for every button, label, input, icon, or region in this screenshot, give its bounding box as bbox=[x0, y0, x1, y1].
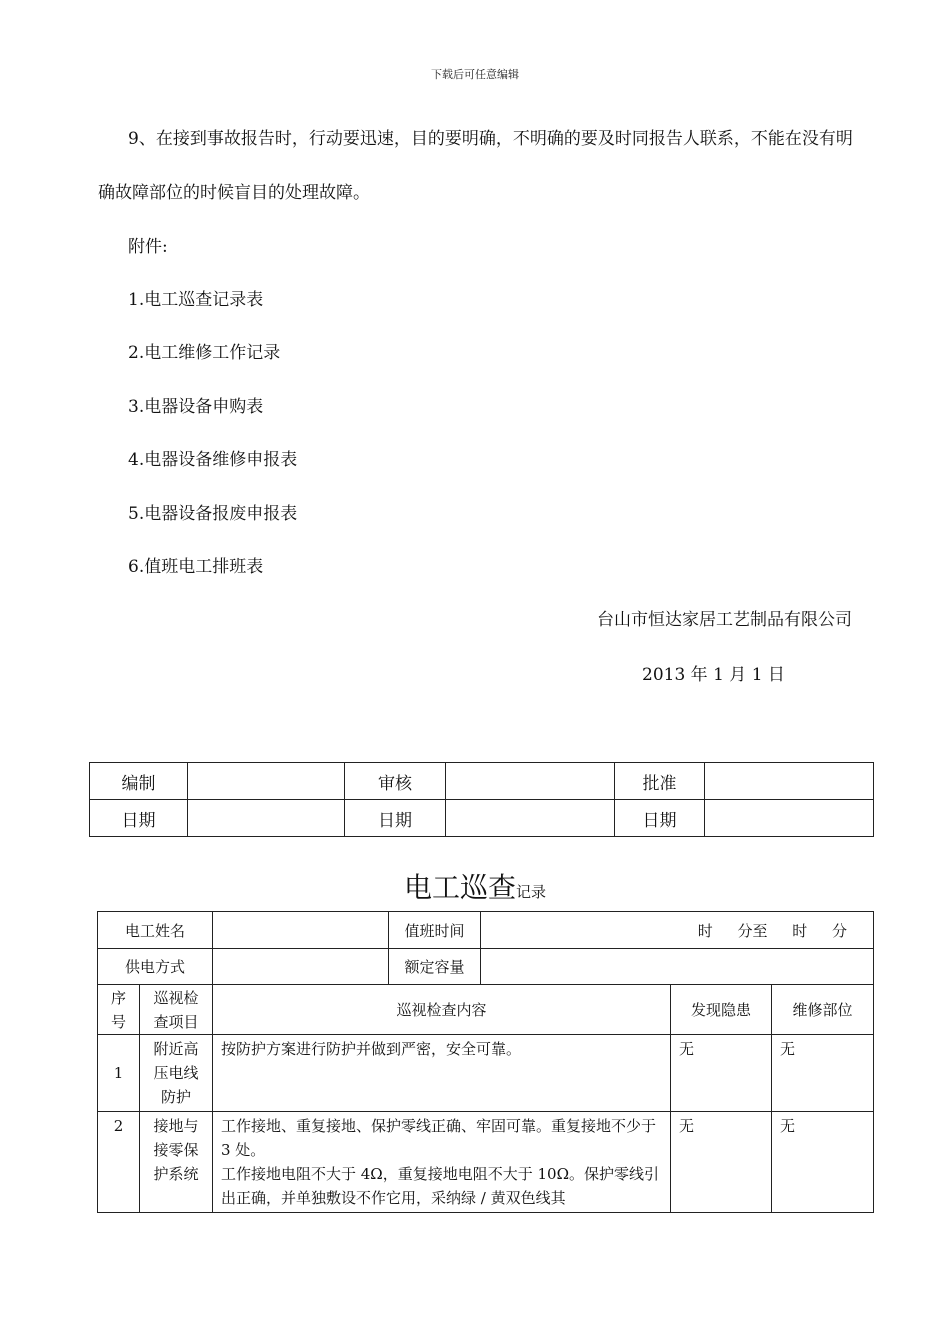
compile-date-label: 日期 bbox=[90, 800, 188, 837]
col-header-repair: 维修部位 bbox=[772, 985, 874, 1035]
attachment-item: 5.电器设备报废申报表 bbox=[128, 504, 298, 524]
row-content-line: 工作接地、重复接地、保护零线正确、牢固可靠。重复接地不少于 3 处。 bbox=[221, 1117, 657, 1159]
row-hazard[interactable]: 无 bbox=[671, 1035, 772, 1112]
document-date: 2013 年 1 月 1 日 bbox=[642, 665, 785, 685]
attachment-item: 2.电工维修工作记录 bbox=[128, 343, 281, 363]
row-seq: 2 bbox=[98, 1112, 140, 1213]
attachment-item: 6.值班电工排班表 bbox=[128, 557, 264, 577]
col-header-hazard: 发现隐患 bbox=[671, 985, 772, 1035]
table-row bbox=[98, 1112, 874, 1213]
row-repair[interactable]: 无 bbox=[772, 1035, 874, 1112]
compile-label: 编制 bbox=[90, 763, 188, 800]
electrician-name-label: 电工姓名 bbox=[98, 912, 213, 949]
rated-capacity-value[interactable] bbox=[481, 949, 874, 985]
patrol-record-table bbox=[97, 911, 874, 1213]
attachment-item: 4.电器设备维修申报表 bbox=[128, 450, 298, 470]
compile-value[interactable] bbox=[188, 763, 345, 800]
power-supply-label: 供电方式 bbox=[98, 949, 213, 985]
attachment-item: 3.电器设备申购表 bbox=[128, 397, 264, 417]
col-header-content: 巡视检查内容 bbox=[213, 985, 671, 1035]
paragraph-9: 9、在接到事故报告时，行动要迅速，目的要明确，不明确的要及时同报告人联系，不能在没有明确故障部位的时候盲目的处理故障。 bbox=[98, 129, 853, 203]
rated-capacity-label: 额定容量 bbox=[389, 949, 481, 985]
attachments-label: 附件: bbox=[128, 237, 168, 257]
record-title bbox=[0, 866, 950, 906]
row-seq: 1 bbox=[98, 1035, 140, 1112]
approve-date-label: 日期 bbox=[615, 800, 705, 837]
attachment-item: 1.电工巡查记录表 bbox=[128, 290, 264, 310]
record-title-suffix: 记录 bbox=[516, 883, 547, 901]
col-header-seq: 序号 bbox=[98, 985, 140, 1035]
row-repair[interactable]: 无 bbox=[772, 1112, 874, 1213]
row-hazard[interactable]: 无 bbox=[671, 1112, 772, 1213]
row-content bbox=[213, 1112, 671, 1213]
review-label: 审核 bbox=[345, 763, 446, 800]
row-item: 附近高压电线防护 bbox=[140, 1035, 213, 1112]
review-date-value[interactable] bbox=[446, 800, 615, 837]
duty-time-label: 值班时间 bbox=[389, 912, 481, 949]
col-header-item: 巡视检查项目 bbox=[140, 985, 213, 1035]
approve-label: 批准 bbox=[615, 763, 705, 800]
row-item: 接地与接零保护系统 bbox=[140, 1112, 213, 1213]
review-date-label: 日期 bbox=[345, 800, 446, 837]
record-title-main: 电工巡查 bbox=[403, 871, 516, 904]
duty-time-value[interactable]: 时 分至 时 分 bbox=[481, 912, 874, 949]
company-name: 台山市恒达家居工艺制品有限公司 bbox=[597, 610, 852, 630]
power-supply-value[interactable] bbox=[213, 949, 389, 985]
electrician-name-value[interactable] bbox=[213, 912, 389, 949]
header-note: 下载后可任意编辑 bbox=[431, 68, 519, 81]
review-value[interactable] bbox=[446, 763, 615, 800]
row-content-line: 工作接地电阻不大于 4Ω，重复接地电阻不大于 10Ω。保护零线引出正确，并单独敷设不作它用，采纳绿 / 黄双色线其 bbox=[221, 1165, 660, 1207]
approve-date-value[interactable] bbox=[705, 800, 874, 837]
row-content: 按防护方案进行防护并做到严密，安全可靠。 bbox=[213, 1035, 671, 1112]
table-row bbox=[98, 1035, 874, 1112]
compile-date-value[interactable] bbox=[188, 800, 345, 837]
signoff-table bbox=[89, 762, 874, 837]
approve-value[interactable] bbox=[705, 763, 874, 800]
